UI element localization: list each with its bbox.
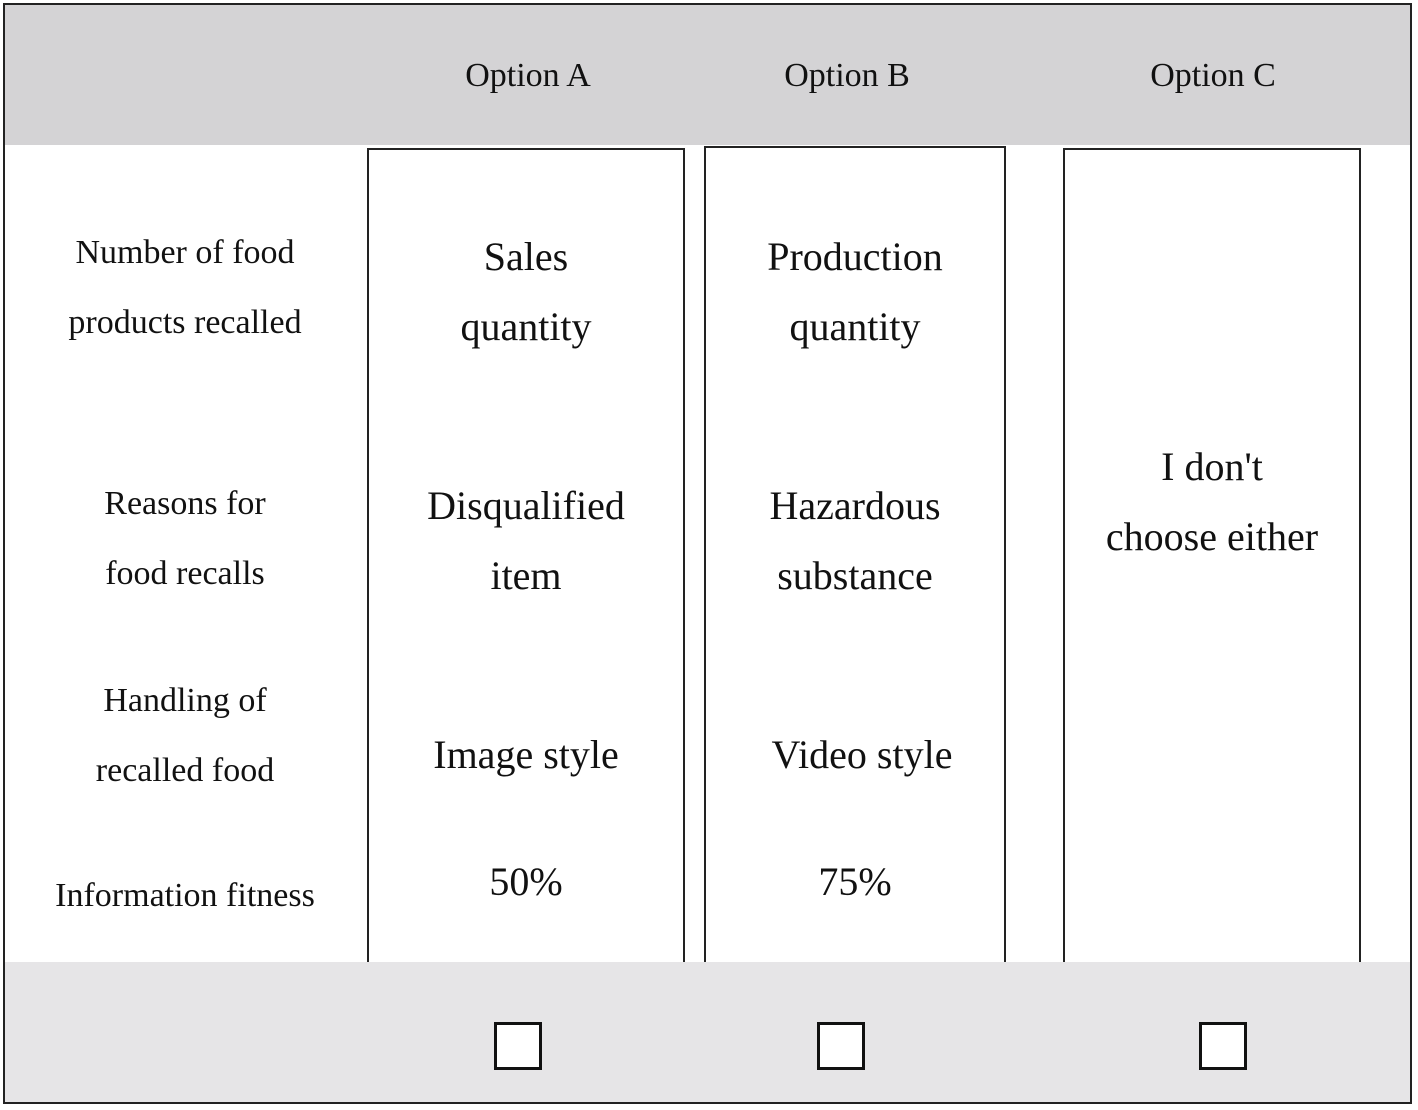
- option-c-text: I don't choose either: [1105, 444, 1319, 559]
- option-a-fitness: 50%: [489, 859, 563, 904]
- row-label-information-fitness: Information fitness: [55, 877, 315, 914]
- row-label-recall-reasons: Reasons for food recalls: [104, 485, 266, 592]
- header-band: [5, 5, 1410, 145]
- option-b-fitness: 75%: [818, 859, 892, 904]
- option-a-box[interactable]: [367, 148, 685, 966]
- option-b-handling: Video style: [771, 732, 953, 777]
- option-c-header: Option C: [1150, 57, 1276, 94]
- option-b-checkbox[interactable]: [817, 1022, 865, 1070]
- row-label-recall-number: Number of food products recalled: [68, 234, 302, 341]
- option-c-checkbox[interactable]: [1199, 1022, 1247, 1070]
- row-label-handling: Handling of recalled food: [95, 682, 275, 789]
- option-b-box[interactable]: [704, 146, 1006, 966]
- footer-band: [5, 962, 1410, 1102]
- option-b-recall-number: Production quantity: [767, 234, 943, 349]
- option-a-header: Option A: [465, 57, 591, 94]
- option-a-recall-reason: Disqualified item: [427, 483, 625, 598]
- option-b-header: Option B: [784, 57, 910, 94]
- option-a-checkbox[interactable]: [494, 1022, 542, 1070]
- choice-card: [3, 3, 1412, 1104]
- option-b-recall-reason: Hazardous substance: [769, 483, 941, 598]
- option-c-box[interactable]: [1063, 148, 1361, 966]
- option-a-handling: Image style: [433, 732, 619, 777]
- option-a-recall-number: Sales quantity: [460, 234, 592, 349]
